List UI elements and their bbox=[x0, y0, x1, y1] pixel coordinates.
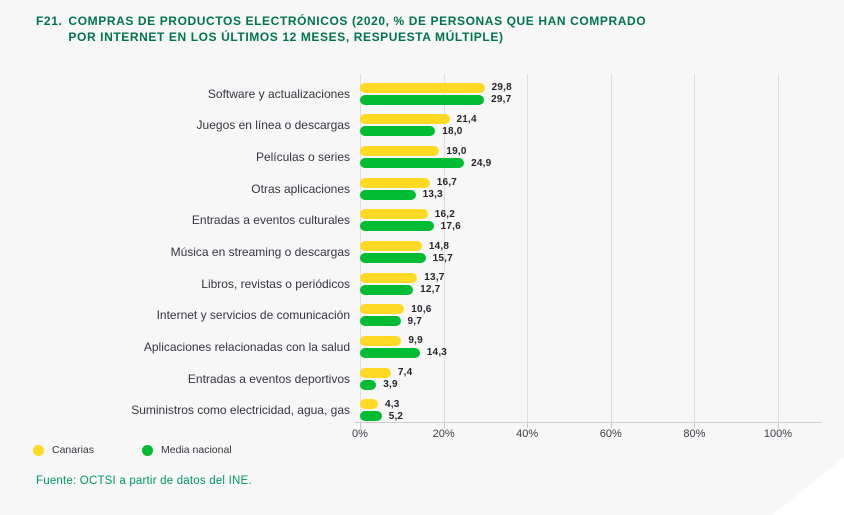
bar-media-nacional bbox=[360, 158, 464, 168]
value-label: 7,4 bbox=[397, 367, 413, 379]
title-line-1: COMPRAS DE PRODUCTOS ELECTRÓNICOS (2020, % DE PERSONAS QUE HAN COMPRADO bbox=[68, 14, 647, 28]
value-label: 14,8 bbox=[428, 240, 450, 252]
bar-line bbox=[360, 114, 477, 124]
category-label: Entradas a eventos culturales bbox=[191, 213, 350, 228]
bar-line bbox=[360, 380, 412, 390]
bar-canarias bbox=[360, 178, 430, 188]
bar-canarias bbox=[360, 304, 404, 314]
category-label: Suministros como electricidad, agua, gas bbox=[131, 403, 350, 418]
bar-line bbox=[360, 158, 491, 168]
bar-media-nacional bbox=[360, 221, 434, 231]
category-label: Juegos en línea o descargas bbox=[196, 118, 350, 133]
value-label: 16,7 bbox=[436, 177, 458, 189]
value-label: 5,2 bbox=[388, 410, 404, 422]
category-row bbox=[0, 173, 844, 205]
value-label: 21,4 bbox=[456, 113, 477, 125]
x-tick-label: 60% bbox=[599, 428, 622, 440]
bar-group bbox=[360, 368, 412, 390]
legend-item-media-nacional bbox=[142, 444, 232, 456]
category-label: Películas o series bbox=[255, 150, 350, 165]
bar-line bbox=[360, 146, 491, 156]
value-label: 4,3 bbox=[385, 398, 400, 410]
category-label: Internet y servicios de comunicación bbox=[156, 308, 350, 323]
category-row bbox=[0, 205, 844, 237]
x-tick-label: 20% bbox=[432, 428, 455, 440]
value-label: 17,6 bbox=[440, 220, 461, 232]
bar-line bbox=[360, 83, 512, 93]
bar-line bbox=[360, 126, 477, 136]
bar-line bbox=[360, 273, 445, 283]
category-label: Entradas a eventos deportivos bbox=[187, 371, 350, 386]
value-label: 19,0 bbox=[446, 145, 467, 157]
bar-group bbox=[360, 273, 445, 295]
category-row bbox=[0, 363, 844, 395]
value-label: 29,7 bbox=[491, 94, 512, 106]
value-label: 10,6 bbox=[411, 303, 432, 315]
legend-dot-media-nacional-icon bbox=[142, 445, 153, 456]
bar-media-nacional bbox=[360, 126, 435, 136]
bar-media-nacional bbox=[360, 316, 401, 326]
bar-line bbox=[360, 241, 453, 251]
x-tick-label: 80% bbox=[683, 428, 706, 440]
bar-group bbox=[360, 114, 477, 136]
bar-canarias bbox=[360, 114, 450, 124]
title-line-2: POR INTERNET EN LOS ÚLTIMOS 12 MESES, RESPUESTA MÚLTIPLE) bbox=[68, 30, 504, 44]
chart-rows bbox=[0, 78, 844, 426]
source-text: Fuente: OCTSI a partir de datos del INE. bbox=[36, 475, 252, 487]
category-row bbox=[0, 268, 844, 300]
value-label: 13,7 bbox=[424, 272, 445, 284]
bar-line bbox=[360, 178, 457, 188]
category-label: Libros, revistas o periódicos bbox=[201, 276, 350, 291]
bar-line bbox=[360, 190, 457, 200]
bar-line bbox=[360, 368, 412, 378]
legend-label-canarias: Canarias bbox=[52, 444, 95, 456]
category-row bbox=[0, 331, 844, 363]
bar-line bbox=[360, 253, 453, 263]
bar-line bbox=[360, 95, 512, 105]
bar-line bbox=[360, 399, 403, 409]
value-label: 18,0 bbox=[442, 125, 463, 137]
title-prefix: F21. bbox=[36, 14, 63, 28]
category-label: Música en streaming o descargas bbox=[170, 245, 350, 260]
bar-media-nacional bbox=[360, 348, 420, 358]
category-label: Aplicaciones relacionadas con la salud bbox=[143, 339, 350, 354]
bar-canarias bbox=[360, 146, 439, 156]
value-label: 15,7 bbox=[432, 252, 453, 264]
category-row bbox=[0, 78, 844, 110]
bar-line bbox=[360, 285, 445, 295]
title-text bbox=[68, 13, 646, 45]
bar-media-nacional bbox=[360, 411, 382, 421]
bar-media-nacional bbox=[360, 190, 416, 200]
category-row bbox=[0, 141, 844, 173]
value-label: 24,9 bbox=[471, 157, 492, 169]
bar-canarias bbox=[360, 399, 378, 409]
bar-line bbox=[360, 411, 403, 421]
bar-group bbox=[360, 241, 453, 263]
bar-line bbox=[360, 209, 461, 219]
bar-media-nacional bbox=[360, 380, 376, 390]
bar-line bbox=[360, 348, 447, 358]
category-row bbox=[0, 236, 844, 268]
bar-canarias bbox=[360, 368, 391, 378]
bar-line bbox=[360, 221, 461, 231]
value-label: 14,3 bbox=[426, 347, 448, 359]
legend-item-canarias bbox=[33, 444, 94, 456]
legend-label-media-nacional: Media nacional bbox=[161, 444, 232, 456]
legend-dot-canarias-icon bbox=[33, 445, 44, 456]
bar-canarias bbox=[360, 83, 485, 93]
bar-group bbox=[360, 209, 461, 231]
bar-canarias bbox=[360, 241, 422, 251]
x-tick-label: 100% bbox=[763, 428, 793, 440]
bar-group bbox=[360, 83, 512, 105]
chart-title bbox=[36, 13, 646, 45]
legend bbox=[33, 444, 232, 456]
category-row bbox=[0, 299, 844, 331]
bar-media-nacional bbox=[360, 95, 484, 105]
bar-group bbox=[360, 304, 432, 326]
bar-group bbox=[360, 336, 447, 358]
value-label: 9,9 bbox=[408, 335, 423, 347]
bar-line bbox=[360, 304, 432, 314]
bar-line bbox=[360, 316, 432, 326]
category-label: Otras aplicaciones bbox=[251, 181, 350, 196]
bar-canarias bbox=[360, 209, 428, 219]
bar-group bbox=[360, 178, 457, 200]
x-axis bbox=[352, 428, 822, 442]
x-tick-label: 40% bbox=[516, 428, 539, 440]
value-label: 3,9 bbox=[383, 379, 398, 391]
bar-media-nacional bbox=[360, 285, 413, 295]
bar-canarias bbox=[360, 336, 401, 346]
bar-canarias bbox=[360, 273, 417, 283]
corner-cut bbox=[772, 457, 844, 515]
value-label: 29,8 bbox=[491, 82, 512, 94]
category-label: Software y actualizaciones bbox=[207, 86, 350, 101]
bar-group bbox=[360, 399, 403, 421]
bar-media-nacional bbox=[360, 253, 426, 263]
value-label: 13,3 bbox=[422, 189, 443, 201]
value-label: 9,7 bbox=[407, 315, 423, 327]
value-label: 16,2 bbox=[434, 208, 455, 220]
value-label: 12,7 bbox=[420, 284, 441, 296]
bar-group bbox=[360, 146, 491, 168]
x-tick-label: 0% bbox=[352, 428, 368, 440]
bar-line bbox=[360, 336, 447, 346]
category-row bbox=[0, 110, 844, 142]
category-row bbox=[0, 394, 844, 426]
